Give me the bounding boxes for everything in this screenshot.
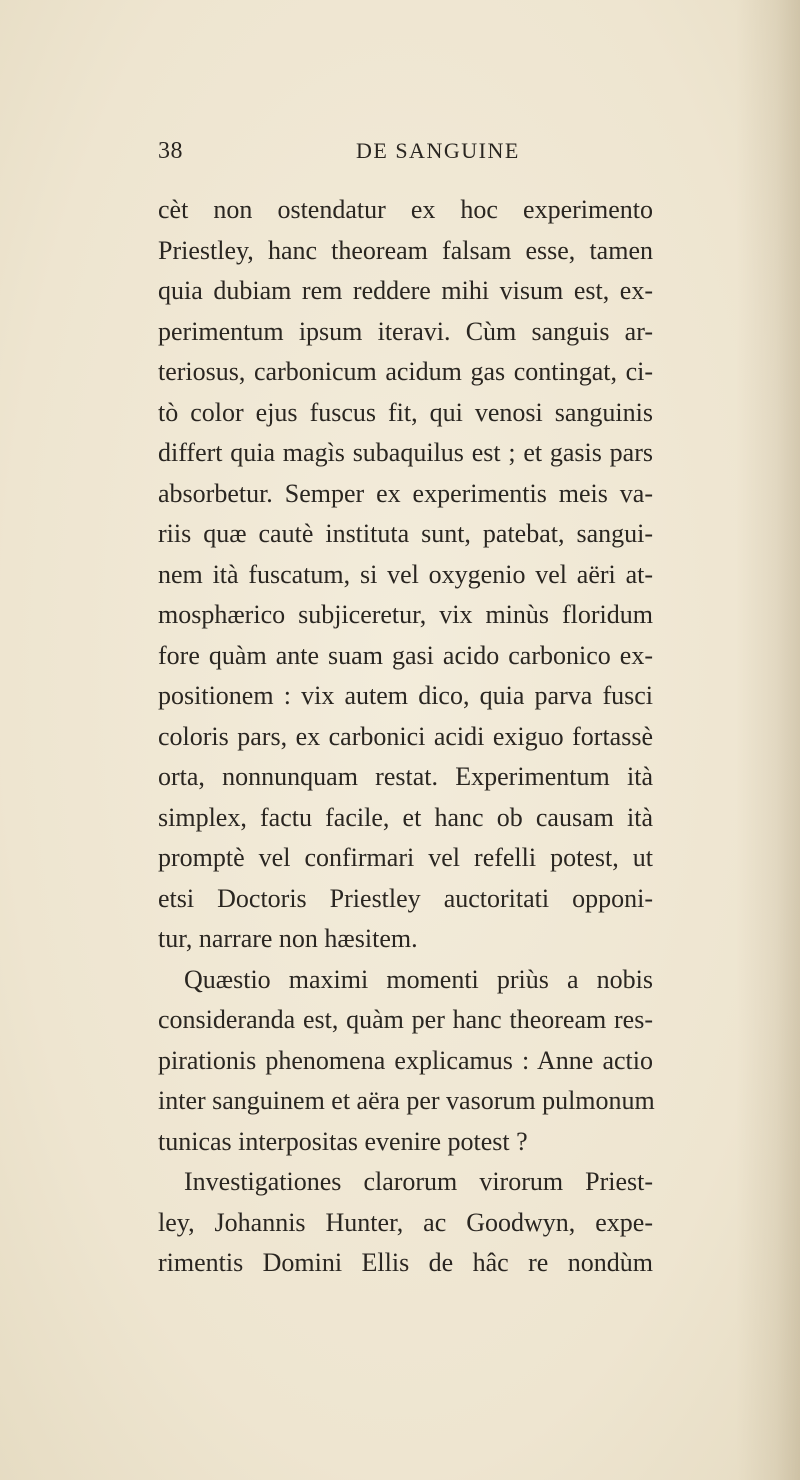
text-line: consideranda est, quàm per hanc theoream res-: [158, 1005, 653, 1034]
text-line: tur, narrare non hæsitem.: [158, 924, 418, 953]
text-line: rimentis Domini Ellis de hâc re nondùm: [158, 1248, 653, 1277]
text-line: coloris pars, ex carbonici acidi exiguo fortassè: [158, 721, 653, 751]
text-line: ley, Johannis Hunter, ac Goodwyn, expe-: [158, 1207, 653, 1237]
text-line: promptè vel confirmari vel refelli potest, ut: [158, 843, 653, 872]
text-line: orta, nonnunquam restat. Experimentum ità: [158, 762, 653, 791]
text-line: pirationis phenomena explicamus : Anne actio: [158, 1045, 653, 1075]
text-line: riis quæ cautè instituta sunt, patebat, sangui-: [158, 519, 653, 548]
text-line: inter sanguinem et aëra per vasorum pulmonum: [158, 1086, 655, 1115]
text-line: positionem : vix autem dico, quia parva fusci: [158, 681, 653, 710]
text-line: fore quàm ante suam gasi acido carbonico ex-: [158, 640, 653, 670]
page-number: 38: [158, 138, 183, 164]
running-head: DE SANGUINE: [356, 138, 520, 163]
page-header: [0, 138, 800, 168]
text-line: tunicas interpositas evenire potest ?: [158, 1126, 528, 1156]
text-line: Priestley, hanc theoream falsam esse, tamen: [158, 235, 653, 265]
text-line: quia dubiam rem reddere mihi visum est, ex-: [158, 276, 653, 305]
text-line: simplex, factu facile, et hanc ob causam ità: [158, 802, 653, 832]
text-line: perimentum ipsum iteravi. Cùm sanguis ar-: [158, 316, 653, 346]
text-line: differt quia magìs subaquilus est ; et gasis pars: [158, 438, 653, 467]
text-line: mosphærico subjiceretur, vix minùs floridum: [158, 600, 653, 629]
text-line: etsi Doctoris Priestley auctoritati opponi-: [158, 883, 653, 913]
text-line: teriosus, carbonicum acidum gas contingat, ci-: [158, 357, 653, 386]
text-line: Investigationes clarorum virorum Priest-: [184, 1167, 653, 1196]
text-line: nem ità fuscatum, si vel oxygenio vel aëri at-: [158, 559, 653, 589]
text-line: cèt non ostendatur ex hoc experimento: [158, 195, 653, 224]
text-line: Quæstio maximi momenti priùs a nobis: [184, 964, 653, 994]
text-line: absorbetur. Semper ex experimentis meis va-: [158, 478, 653, 508]
text-line: tò color ejus fuscus fit, qui venosi sanguinis: [158, 397, 653, 427]
body-text: [158, 190, 653, 1284]
